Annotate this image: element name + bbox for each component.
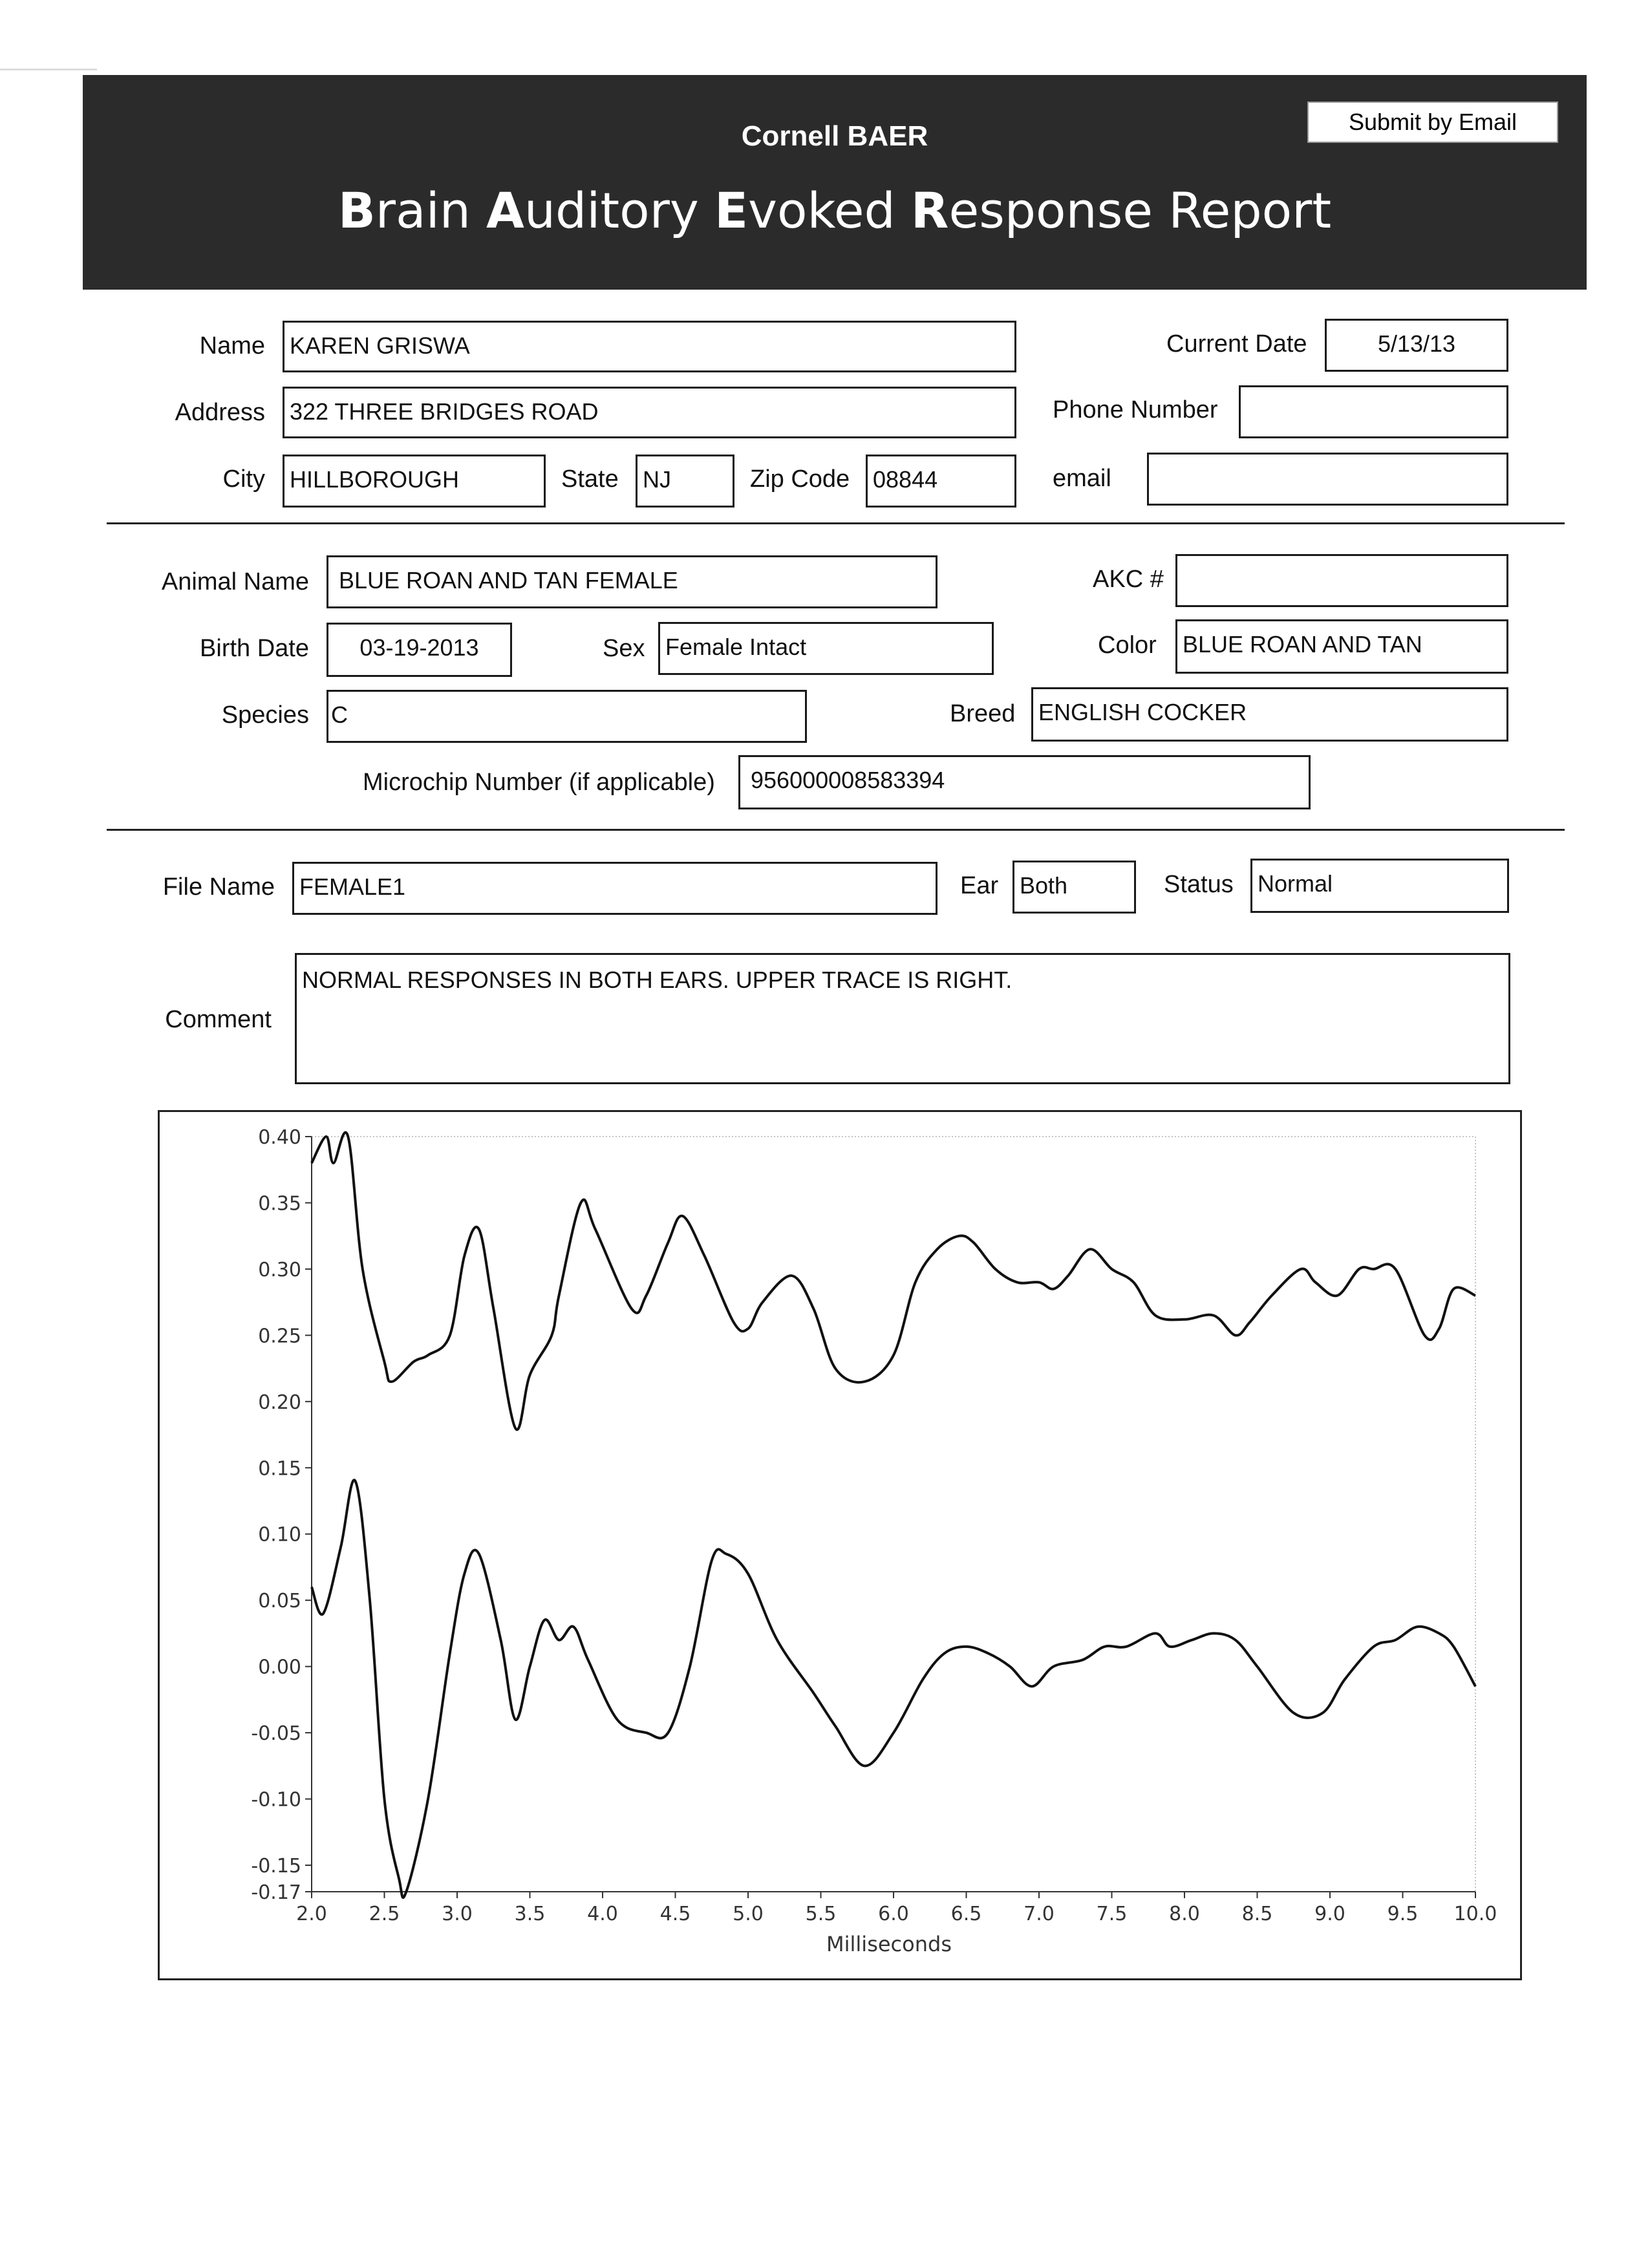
status-field[interactable]: Normal — [1250, 859, 1509, 913]
upper-trace-line — [312, 1133, 1475, 1430]
x-tick-label: 8.0 — [1169, 1903, 1200, 1925]
y-tick-label: -0.15 — [251, 1855, 301, 1878]
submit-by-email-button[interactable]: Submit by Email — [1307, 102, 1558, 143]
file-name-label: File Name — [162, 873, 275, 901]
breed-label: Breed — [950, 700, 1016, 727]
address-label: Address — [175, 399, 265, 426]
status-label: Status — [1164, 871, 1234, 898]
owner-name-field[interactable]: KAREN GRISWA — [283, 321, 1016, 372]
microchip-number-label: Microchip Number (if applicable) — [363, 769, 715, 796]
x-axis-label: Milliseconds — [826, 1932, 952, 1956]
phone-number-field[interactable] — [1239, 385, 1508, 438]
title-letter-r: R — [910, 182, 949, 239]
y-tick-label: 0.25 — [258, 1325, 301, 1348]
x-tick-label: 9.5 — [1387, 1903, 1419, 1925]
zip-code-label: Zip Code — [750, 465, 850, 493]
y-tick-label: 0.10 — [258, 1523, 301, 1546]
animal-name-field[interactable]: BLUE ROAN AND TAN FEMALE — [327, 555, 938, 608]
chart-ticks — [251, 1126, 1497, 1925]
x-tick-label: 7.0 — [1023, 1903, 1055, 1925]
color-field[interactable]: BLUE ROAN AND TAN — [1175, 619, 1508, 674]
chart-traces — [312, 1133, 1475, 1898]
x-tick-label: 7.5 — [1096, 1903, 1128, 1925]
breed-field[interactable]: ENGLISH COCKER — [1031, 687, 1508, 742]
report-title — [83, 182, 1587, 239]
y-tick-label: 0.35 — [258, 1192, 301, 1215]
birth-date-field[interactable]: 03-19-2013 — [327, 623, 512, 677]
y-tick-label: 0.20 — [258, 1391, 301, 1414]
phone-number-label: Phone Number — [1053, 396, 1218, 423]
y-tick-label: 0.30 — [258, 1258, 301, 1281]
baer-chart-frame — [158, 1110, 1522, 1980]
x-tick-label: 10.0 — [1453, 1903, 1497, 1925]
title-word-response-report: esponse Report — [948, 182, 1332, 239]
y-tick-label: -0.10 — [251, 1788, 301, 1812]
x-tick-label: 4.0 — [587, 1903, 618, 1925]
microchip-number-field[interactable]: 956000008583394 — [738, 755, 1311, 809]
section-divider-2 — [107, 829, 1565, 831]
title-letter-e: E — [714, 182, 748, 239]
email-label: email — [1053, 465, 1111, 492]
x-tick-label: 2.5 — [369, 1903, 400, 1925]
x-tick-label: 3.5 — [514, 1903, 546, 1925]
y-tick-label: -0.05 — [251, 1722, 301, 1746]
lower-trace-line — [312, 1480, 1475, 1898]
title-word-auditory: uditory — [524, 182, 715, 239]
x-tick-label: 8.5 — [1241, 1903, 1273, 1925]
color-label: Color — [1098, 632, 1157, 659]
x-tick-label: 9.0 — [1314, 1903, 1345, 1925]
ear-label: Ear — [960, 872, 999, 899]
x-tick-label: 5.0 — [733, 1903, 764, 1925]
baer-waveform-chart — [160, 1112, 1520, 1978]
comment-label: Comment — [165, 1006, 272, 1033]
chart-axes — [312, 1137, 1475, 1892]
x-tick-label: 5.5 — [805, 1903, 837, 1925]
city-field[interactable]: HILLBOROUGH — [283, 455, 546, 508]
animal-name-label: Animal Name — [161, 568, 309, 595]
address-field[interactable]: 322 THREE BRIDGES ROAD — [283, 387, 1016, 438]
x-tick-label: 4.5 — [659, 1903, 691, 1925]
species-label: Species — [221, 701, 309, 729]
akc-number-field[interactable] — [1175, 554, 1508, 607]
x-tick-label: 6.5 — [950, 1903, 982, 1925]
title-letter-b: B — [338, 182, 376, 239]
current-date-label: Current Date — [1166, 330, 1307, 358]
zip-code-field[interactable]: 08844 — [866, 455, 1016, 508]
title-word-evoked: voked — [747, 182, 911, 239]
scan-edge-line — [0, 69, 97, 70]
y-tick-label: 0.05 — [258, 1590, 301, 1613]
state-label: State — [561, 465, 619, 493]
title-word-brain: rain — [375, 182, 487, 239]
comment-field[interactable]: NORMAL RESPONSES IN BOTH EARS. UPPER TRACE IS RIGHT. — [295, 953, 1510, 1084]
name-label: Name — [199, 332, 265, 359]
sex-field[interactable]: Female Intact — [658, 622, 994, 675]
state-field[interactable]: NJ — [636, 455, 734, 508]
x-tick-label: 2.0 — [296, 1903, 327, 1925]
akc-number-label: AKC # — [1093, 566, 1164, 593]
file-name-field[interactable]: FEMALE1 — [292, 862, 938, 915]
y-tick-label: 0.00 — [258, 1656, 301, 1679]
y-tick-label: 0.40 — [258, 1126, 301, 1149]
current-date-field[interactable]: 5/13/13 — [1325, 319, 1508, 372]
sex-label: Sex — [603, 635, 645, 662]
email-field[interactable] — [1147, 453, 1508, 506]
y-tick-label: 0.15 — [258, 1457, 301, 1481]
x-tick-label: 6.0 — [878, 1903, 909, 1925]
species-field[interactable]: C — [327, 690, 807, 743]
ear-field[interactable]: Both — [1012, 861, 1136, 914]
x-tick-label: 3.0 — [442, 1903, 473, 1925]
organization-name: Cornell BAER — [741, 120, 928, 152]
y-tick-label: -0.17 — [251, 1881, 301, 1904]
section-divider-1 — [107, 522, 1565, 524]
title-letter-a: A — [486, 182, 524, 239]
birth-date-label: Birth Date — [200, 635, 309, 662]
city-label: City — [222, 465, 265, 493]
